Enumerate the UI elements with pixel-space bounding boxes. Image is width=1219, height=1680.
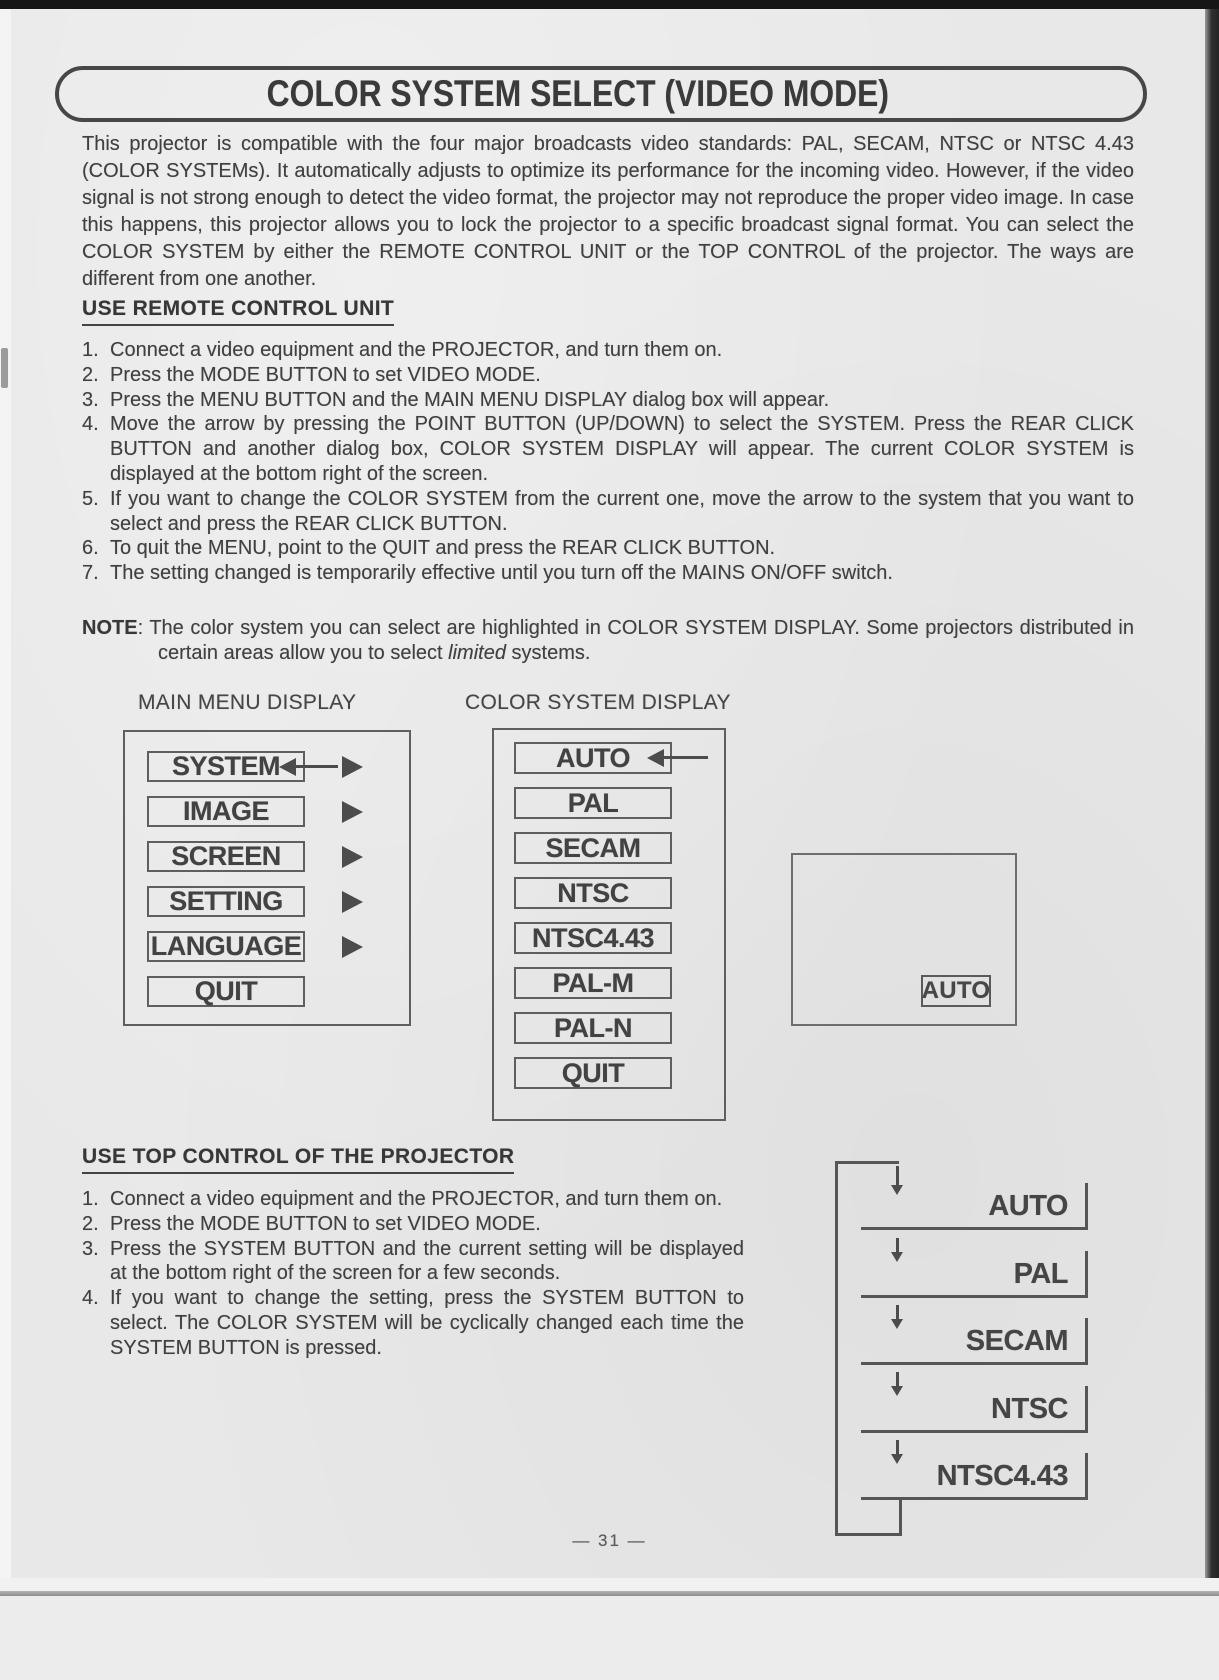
step-item [82,1212,744,1237]
step-item [82,487,1134,537]
note-italic-word: limited [448,642,506,664]
step-text: Press the MODE BUTTON to set VIDEO MODE. [110,363,541,386]
step-number: 1. [82,339,99,361]
step-text: To quit the MENU, point to the QUIT and press the REAR CLICK BUTTON. [110,537,776,560]
menu-item-image: IMAGE [147,796,305,827]
step-text: The setting changed is temporarily effective until you turn off the MAINS ON/OFF switch. [110,562,893,585]
menu-item-setting: SETTING [147,886,305,917]
step-number: 7. [82,562,99,585]
step-item [82,363,1134,388]
step-item [82,1237,744,1287]
menu-item-screen: SCREEN [147,841,305,872]
note-text: : The color system you can select are highlighted in COLOR SYSTEM DISPLAY. Some projectors distributed in certain areas allow you to select [137,617,1134,664]
top-control-steps-list [82,1187,744,1361]
arrow-right-icon [342,936,363,958]
scan-edge-right [1205,9,1219,1593]
cycle-item-ntsc: NTSC [861,1386,1088,1433]
scan-artifact-tick [1,348,8,388]
cursor-arrow-icon [296,765,338,768]
step-number: 1. [82,1188,99,1210]
step-number: 4. [82,413,99,436]
step-item [82,561,1134,586]
note-label: NOTE [82,617,138,639]
scan-bottom-highlight [0,1578,1219,1591]
step-number: 4. [82,1287,99,1310]
arrow-down-icon [896,1372,899,1387]
system-item-auto: AUTO [514,742,672,774]
remote-steps-list [82,338,1134,586]
step-item [82,388,1134,413]
section-heading-top-control: USE TOP CONTROL OF THE PROJECTOR [82,1145,514,1174]
cycle-item-pal: PAL [861,1251,1088,1298]
scan-bottom-margin [0,1596,1219,1680]
step-text: Connect a video equipment and the PROJECTOR, and turn them on. [110,1188,723,1210]
current-system-badge: AUTO [921,975,991,1007]
step-number: 2. [82,363,99,386]
menu-item-system: SYSTEM [147,751,305,782]
arrow-right-icon [342,801,363,823]
menu-item-language: LANGUAGE [147,931,305,962]
system-item-ntsc: NTSC [514,877,672,909]
step-item [82,338,1134,363]
section-heading-remote: USE REMOTE CONTROL UNIT [82,297,394,326]
arrow-right-icon [342,846,363,868]
step-number: 5. [82,487,99,510]
step-item [82,1286,744,1360]
title-banner [55,66,1147,122]
step-item [82,412,1134,486]
cycle-item-auto: AUTO [861,1183,1088,1230]
cycle-item-secam: SECAM [861,1318,1088,1365]
page-title: COLOR SYSTEM SELECT (VIDEO MODE) [266,73,890,114]
system-item-pal: PAL [514,787,672,819]
main-menu-display-label: MAIN MENU DISPLAY [138,691,357,714]
arrow-right-icon [342,756,363,778]
step-text: If you want to change the setting, press the SYSTEM BUTTON to select. The COLOR SYSTEM will be cyclically changed each time the SYSTEM BUTTON is pressed. [110,1287,744,1359]
system-item-secam: SECAM [514,832,672,864]
system-item-quit: QUIT [514,1057,672,1089]
step-number: 3. [82,388,99,411]
scan-edge-top [0,0,1219,9]
step-text: Move the arrow by pressing the POINT BUTTON (UP/DOWN) to select the SYSTEM. Press the REAR CLICK BUTTON and another dialog box, COLOR SYSTEM DISPLAY will appear. The current COLOR SYSTEM is displayed at the bottom right of the screen. [110,413,1134,485]
system-item-ntsc443: NTSC4.43 [514,922,672,954]
note-text-end: systems. [505,642,591,664]
step-number: 3. [82,1237,99,1260]
arrow-right-icon [342,891,363,913]
step-item [82,536,1134,561]
cycle-item-ntsc443: NTSC4.43 [861,1453,1088,1500]
color-system-display-label: COLOR SYSTEM DISPLAY [465,691,731,714]
step-text: If you want to change the COLOR SYSTEM from the current one, move the arrow to the system that you want to select and press the REAR CLICK BUTTON. [110,487,1134,535]
step-item [82,1187,744,1212]
step-number: 6. [82,537,99,560]
step-text: Press the MODE BUTTON to set VIDEO MODE. [110,1212,541,1235]
system-item-pal-m: PAL-M [514,967,672,999]
cycle-loop-left-line [835,1161,838,1536]
cycle-loop-top-line [835,1161,899,1164]
step-text: Press the SYSTEM BUTTON and the current setting will be displayed at the bottom right of the screen for a few seconds. [110,1237,744,1285]
menu-item-quit: QUIT [147,976,305,1007]
scan-edge-left [0,9,11,1593]
step-text: Connect a video equipment and the PROJECTOR, and turn them on. [110,339,723,361]
system-item-pal-n: PAL-N [514,1012,672,1044]
step-text: Press the MENU BUTTON and the MAIN MENU DISPLAY dialog box will appear. [110,388,830,411]
step-number: 2. [82,1212,99,1235]
cursor-arrow-icon [664,756,708,759]
intro-paragraph: This projector is compatible with the four major broadcasts video standards: PAL, SECAM, NTSC or NTSC 4.43 (COLOR SYSTEMs). It automatically adjusts to optimize its performance for the incoming video. However, if the video signal is not strong enough to detect the video format, the projector may not reproduce the proper video image. In case this happens, this projector allows you to lock the projector to a specific broadcast signal format. You can select the COLOR SYSTEM by either the REMOTE CONTROL UNIT or the TOP CONTROL of the projector. The ways are different from one another. [82,133,1134,290]
note-paragraph [82,616,1134,666]
page-number: — 31 — [572,1531,647,1550]
